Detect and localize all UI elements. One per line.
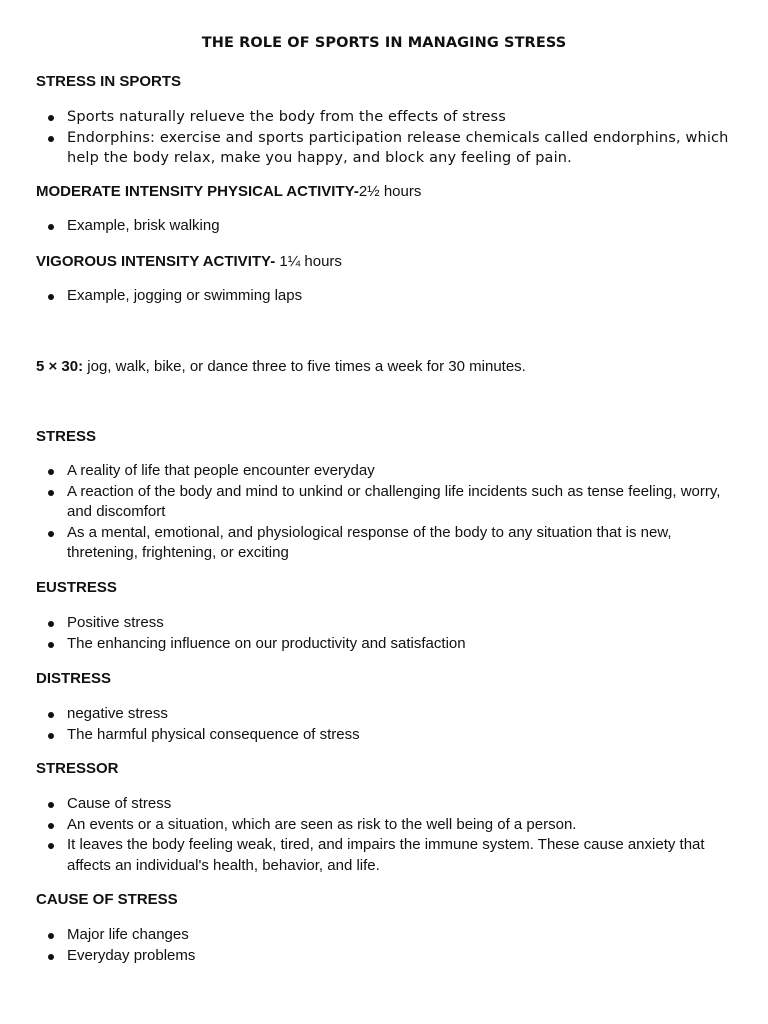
list-item: Endorphins: exercise and sports participation release chemicals called endorphins, which help the body relax, make you happy, and block any feeling of pain.: [0, 128, 768, 169]
list-item: Cause of stress: [0, 794, 768, 815]
five-by-thirty-label: 5 × 30:: [36, 358, 84, 375]
list-distress: [0, 704, 768, 745]
list-item: The enhancing influence on our productivity and satisfaction: [0, 634, 768, 655]
heading-label: MODERATE INTENSITY PHYSICAL ACTIVITY-: [36, 183, 359, 200]
list-stress: [0, 461, 768, 564]
list-item: negative stress: [0, 704, 768, 725]
document-title: THE ROLE OF SPORTS IN MANAGING STRESS: [201, 35, 567, 51]
list-item: It leaves the body feeling weak, tired, and impairs the immune system. These cause anxiety that affects an individual's health, behavior, and life.: [0, 835, 768, 876]
heading-eustress: EUSTRESS: [36, 579, 117, 596]
list-item: Positive stress: [0, 613, 768, 634]
list-eustress: [0, 613, 768, 654]
heading-stress: STRESS: [36, 428, 97, 445]
five-by-thirty-text: jog, walk, bike, or dance three to five times a week for 30 minutes.: [83, 358, 526, 375]
list-item: An events or a situation, which are seen as risk to the well being of a person.: [0, 815, 768, 836]
list-item: As a mental, emotional, and physiological response of the body to any situation that is new, thretening, frightening, or exciting: [0, 523, 768, 564]
list-cause-of-stress: [0, 925, 768, 966]
duration-value: 2½ hours: [358, 183, 422, 200]
heading-stress-in-sports: STRESS IN SPORTS: [36, 73, 182, 90]
list-vigorous: [0, 286, 768, 307]
heading-distress: DISTRESS: [36, 670, 112, 687]
list-item: Major life changes: [0, 925, 768, 946]
heading-label: VIGOROUS INTENSITY ACTIVITY-: [36, 253, 276, 270]
list-stressor: [0, 794, 768, 876]
heading-moderate-intensity: [36, 182, 421, 202]
list-item: Example, brisk walking: [0, 216, 768, 237]
heading-stressor: STRESSOR: [36, 760, 119, 777]
list-item: Sports naturally relueve the body from the effects of stress: [0, 107, 768, 128]
list-moderate: [0, 216, 768, 237]
list-item: The harmful physical consequence of stress: [0, 725, 768, 746]
list-item: A reaction of the body and mind to unkind or challenging life incidents such as tense feeling, worry, and discomfort: [0, 482, 768, 523]
duration-value: 1¼ hours: [275, 253, 342, 270]
heading-cause-of-stress: CAUSE OF STRESS: [36, 891, 178, 908]
five-by-thirty-line: [36, 357, 526, 377]
list-item: A reality of life that people encounter everyday: [0, 461, 768, 482]
heading-vigorous-intensity: [36, 252, 342, 272]
list-item: Everyday problems: [0, 946, 768, 967]
list-item: Example, jogging or swimming laps: [0, 286, 768, 307]
list-stress-in-sports: [0, 107, 768, 169]
